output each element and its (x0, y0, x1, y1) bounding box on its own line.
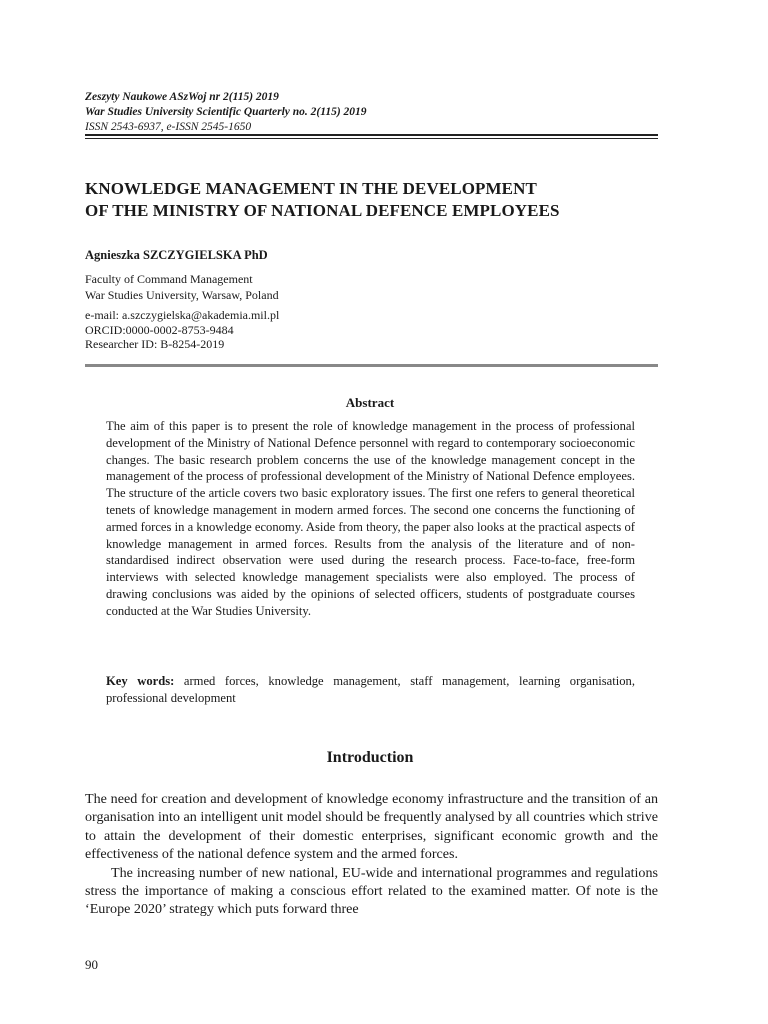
introduction-paragraph-2: The increasing number of new national, EU-wide and international programmes and regulations stress the importance of making a conscious effort related to the examined matter. Of note is the ‘Europe 2020’ strategy which puts forward three (85, 864, 658, 918)
author-name: Agnieszka SZCZYGIELSKA PhD (85, 248, 268, 262)
journal-name-en: War Studies University Scientific Quarterly no. 2(115) 2019 (85, 106, 367, 118)
journal-issn: ISSN 2543-6937, e-ISSN 2545-1650 (85, 121, 252, 133)
author-affiliation (85, 271, 279, 303)
paper-title-line2: OF THE MINISTRY OF NATIONAL DEFENCE EMPLOYEES (85, 201, 560, 220)
keywords (106, 673, 635, 707)
affiliation-faculty: Faculty of Command Management (85, 272, 253, 286)
introduction-body (85, 790, 658, 919)
author-contact (85, 308, 279, 352)
journal-header (85, 90, 659, 135)
author-researcher-id: Researcher ID: B-8254-2019 (85, 337, 225, 351)
keywords-list: armed forces, knowledge management, staff management, learning organisation, professional development (106, 674, 635, 705)
introduction-paragraph-1: The need for creation and development of knowledge economy infrastructure and the transition of an organisation into an intelligent unit model should be frequently analysed by all countries which strive to attain the development of their domestic enterprises, significant economic growth and the effectiveness of the national defence system and the armed forces. (85, 791, 658, 863)
introduction-heading: Introduction (326, 749, 414, 766)
journal-name-pl: Zeszyty Naukowe ASzWoj nr 2(115) 2019 (85, 91, 279, 103)
abstract-heading: Abstract (345, 395, 395, 410)
paper-title (85, 178, 685, 222)
header-rule-thick (85, 134, 658, 136)
paper-title-line1: KNOWLEDGE MANAGEMENT IN THE DEVELOPMENT (85, 179, 537, 198)
author-email: e-mail: a.szczygielska@akademia.mil.pl (85, 308, 280, 322)
author-section-rule (85, 364, 658, 367)
keywords-label: Key words: (106, 674, 175, 688)
header-rule-thin (85, 138, 658, 139)
abstract-text: The aim of this paper is to present the role of knowledge management in the process of professional development of the Ministry of National Defence personnel with regard to contemporary socioeconomic changes. The basic research problem concerns the use of the knowledge management concept in the management of the process of professional development of the Ministry of National Defence employees. The structure of the article covers two basic exploratory issues. The first one refers to general theoretical tenets of knowledge management in modern armed forces. The second one concerns the functioning of armed forces in a knowledge economy. Aside from theory, the paper also looks at the practical aspects of knowledge management in armed forces. Results from the analysis of the literature and of non-standardised indirect observation were used during the research process. Face-to-face, free-form interviews with selected knowledge management specialists were also employed. The process of drawing conclusions was aided by the opinions of selected officers, students of postgraduate courses conducted at the War Studies University. (106, 419, 635, 618)
affiliation-university: War Studies University, Warsaw, Poland (85, 288, 279, 302)
author-orcid: ORCID:0000-0002-8753-9484 (85, 322, 234, 337)
page-number: 90 (85, 957, 98, 972)
